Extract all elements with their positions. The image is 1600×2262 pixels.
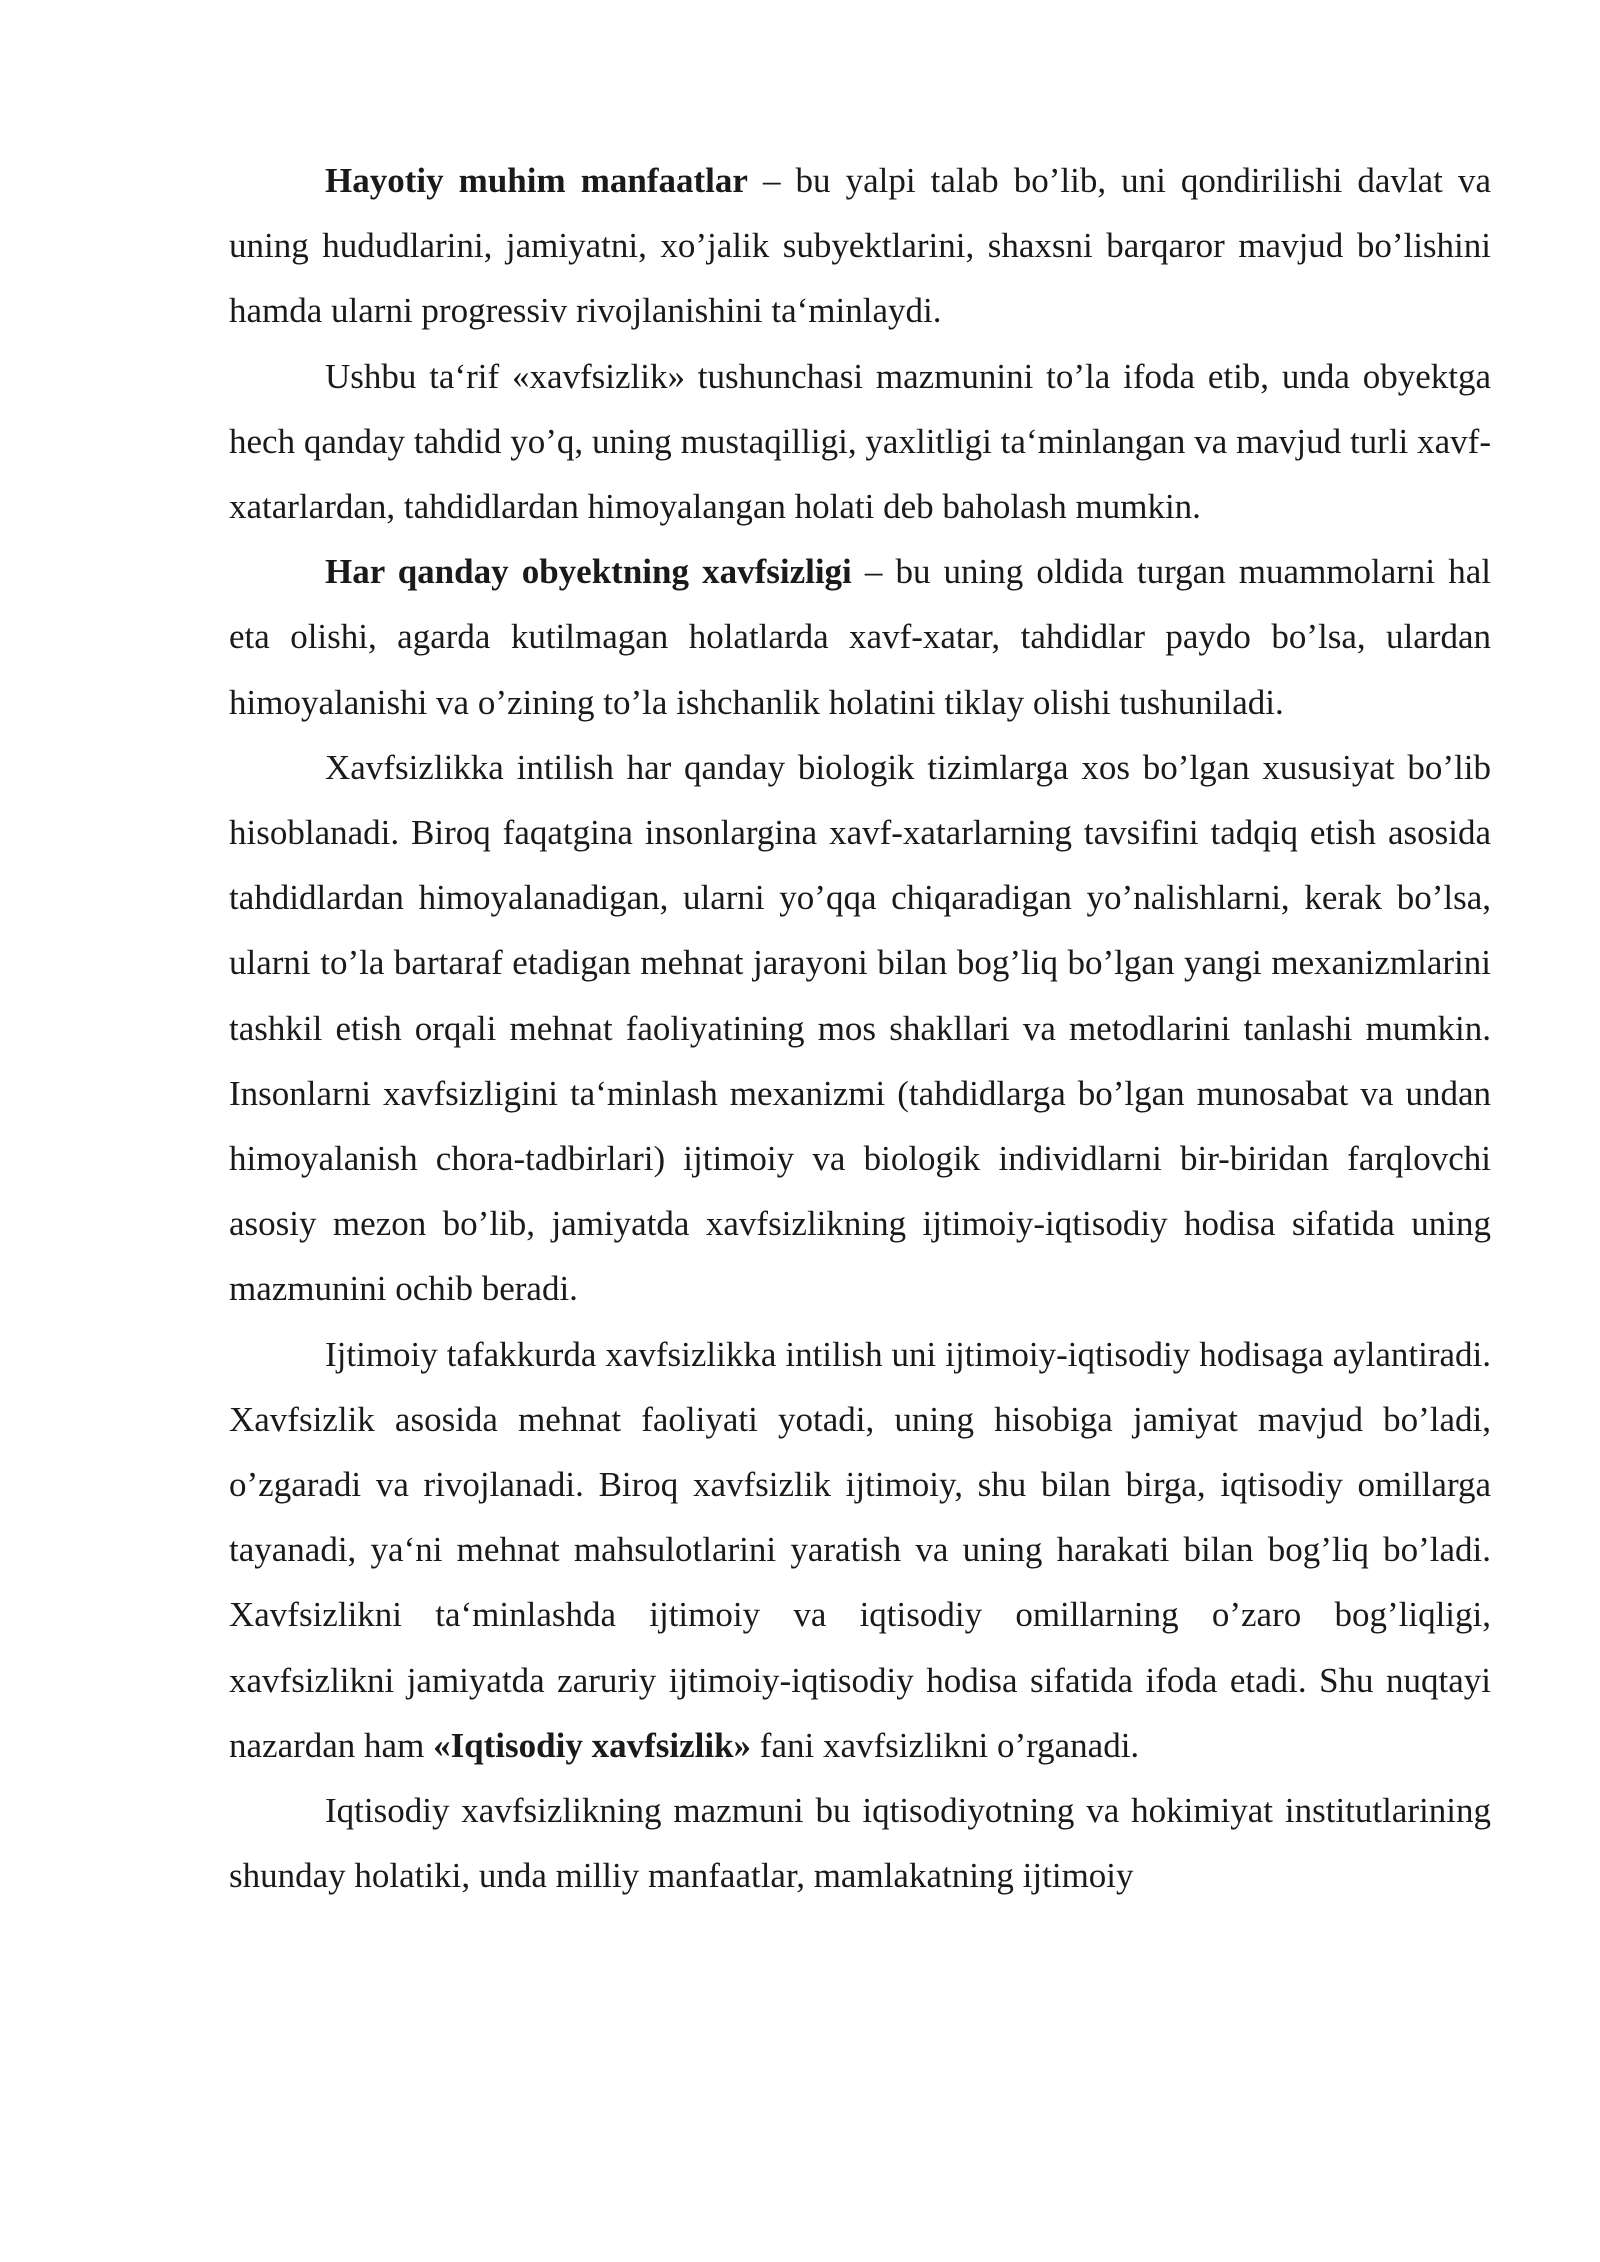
paragraph-1 — [229, 148, 1491, 344]
paragraph-2-text: Ushbu taʻrif «xavfsizlik» tushunchasi mazmunini to’la ifoda etib, unda obyektga hech qanday tahdid yo’q, uning mustaqilligi, yaxlitligi taʻminlangan va mavjud turli xavf-xatarlardan, tahdidlardan himoyalangan holati deb baholash mumkin. — [229, 356, 1491, 527]
paragraph-6-text: Iqtisodiy xavfsizlikning mazmuni bu iqtisodiyotning va hokimiyat institutlarining shunday holatiki, unda milliy manfaatlar, mamlakatning ijtimoiy — [229, 1791, 1491, 1896]
paragraph-5 — [229, 1322, 1491, 1778]
paragraph-5-text: Ijtimoiy tafakkurda xavfsizlikka intilish uni ijtimoiy-iqtisodiy hodisaga aylantiradi. Xavfsizlik asosida mehnat faoliyati yotadi, uning hisobiga jamiyat mavjud bo’ladi, o’zgaradi va rivojlanadi. Biroq xavfsizlik ijtimoiy, shu bilan birga, iqtisodiy omillarga tayanadi, yaʻni mehnat mahsulotlarini yaratish va uning harakati bilan bog’liq bo’ladi. Xavfsizlikni taʻminlashda ijtimoiy va iqtisodiy omillarning o’zaro bog’liqligi, xavfsizlikni jamiyatda zaruriy ijtimoiy-iqtisodiy hodisa sifatida ifoda etadi. Shu nuqtayi nazardan ham — [229, 1334, 1491, 1765]
paragraph-3 — [229, 539, 1491, 735]
paragraph-2 — [229, 344, 1491, 540]
paragraph-1-text: – bu yalpi talab bo’lib, uni qondirilishi davlat va uning hududlarini, jamiyatni, xo’jalik subyektlarini, shaxsni barqaror mavjud bo’lishini hamda ularni progressiv rivojlanishini taʻminlaydi. — [229, 161, 1491, 331]
paragraph-5-text-after: fani xavfsizlikni o’rganadi. — [751, 1725, 1140, 1765]
paragraph-3-text: – bu uning oldida turgan muammolarni hal eta olishi, agarda kutilmagan holatlarda xavf-xatar, tahdidlar paydo bo’lsa, ulardan himoyalanishi va o’zining to’la ishchanlik holatini tiklay olishi tushuniladi. — [229, 552, 1491, 722]
paragraph-4-text: Xavfsizlikka intilish har qanday biologik tizimlarga xos bo’lgan xususiyat bo’lib hisoblanadi. Biroq faqatgina insonlargina xavf-xatarlarning tavsifini tadqiq etish asosida tahdidlardan himoyalanadigan, ularni yo’qqa chiqaradigan yo’nalishlarni, kerak bo’lsa, ularni to’la bartaraf etadigan mehnat jarayoni bilan bog’liq bo’lgan yangi mexanizmlarini tashkil etish orqali mehnat faoliyatining mos shakllari va metodlarini tanlashi mumkin. Insonlarni xavfsizligini taʻminlash mexanizmi (tahdidlarga bo’lgan munosabat va undan himoyalanish chora-tadbirlari) ijtimoiy va biologik individlarni bir-biridan farqlovchi asosiy mezon bo’lib, jamiyatda xavfsizlikning ijtimoiy-iqtisodiy hodisa sifatida uning mazmunini ochib beradi. — [229, 747, 1491, 1309]
term-vital-interests: Hayotiy muhim manfaatlar — [325, 161, 748, 200]
paragraph-6 — [229, 1778, 1491, 1908]
paragraph-4 — [229, 735, 1491, 1322]
term-object-security: Har qanday obyektning xavfsizligi — [325, 552, 852, 592]
document-page — [229, 148, 1491, 1908]
term-economic-security: «Iqtisodiy xavfsizlik» — [433, 1725, 752, 1765]
